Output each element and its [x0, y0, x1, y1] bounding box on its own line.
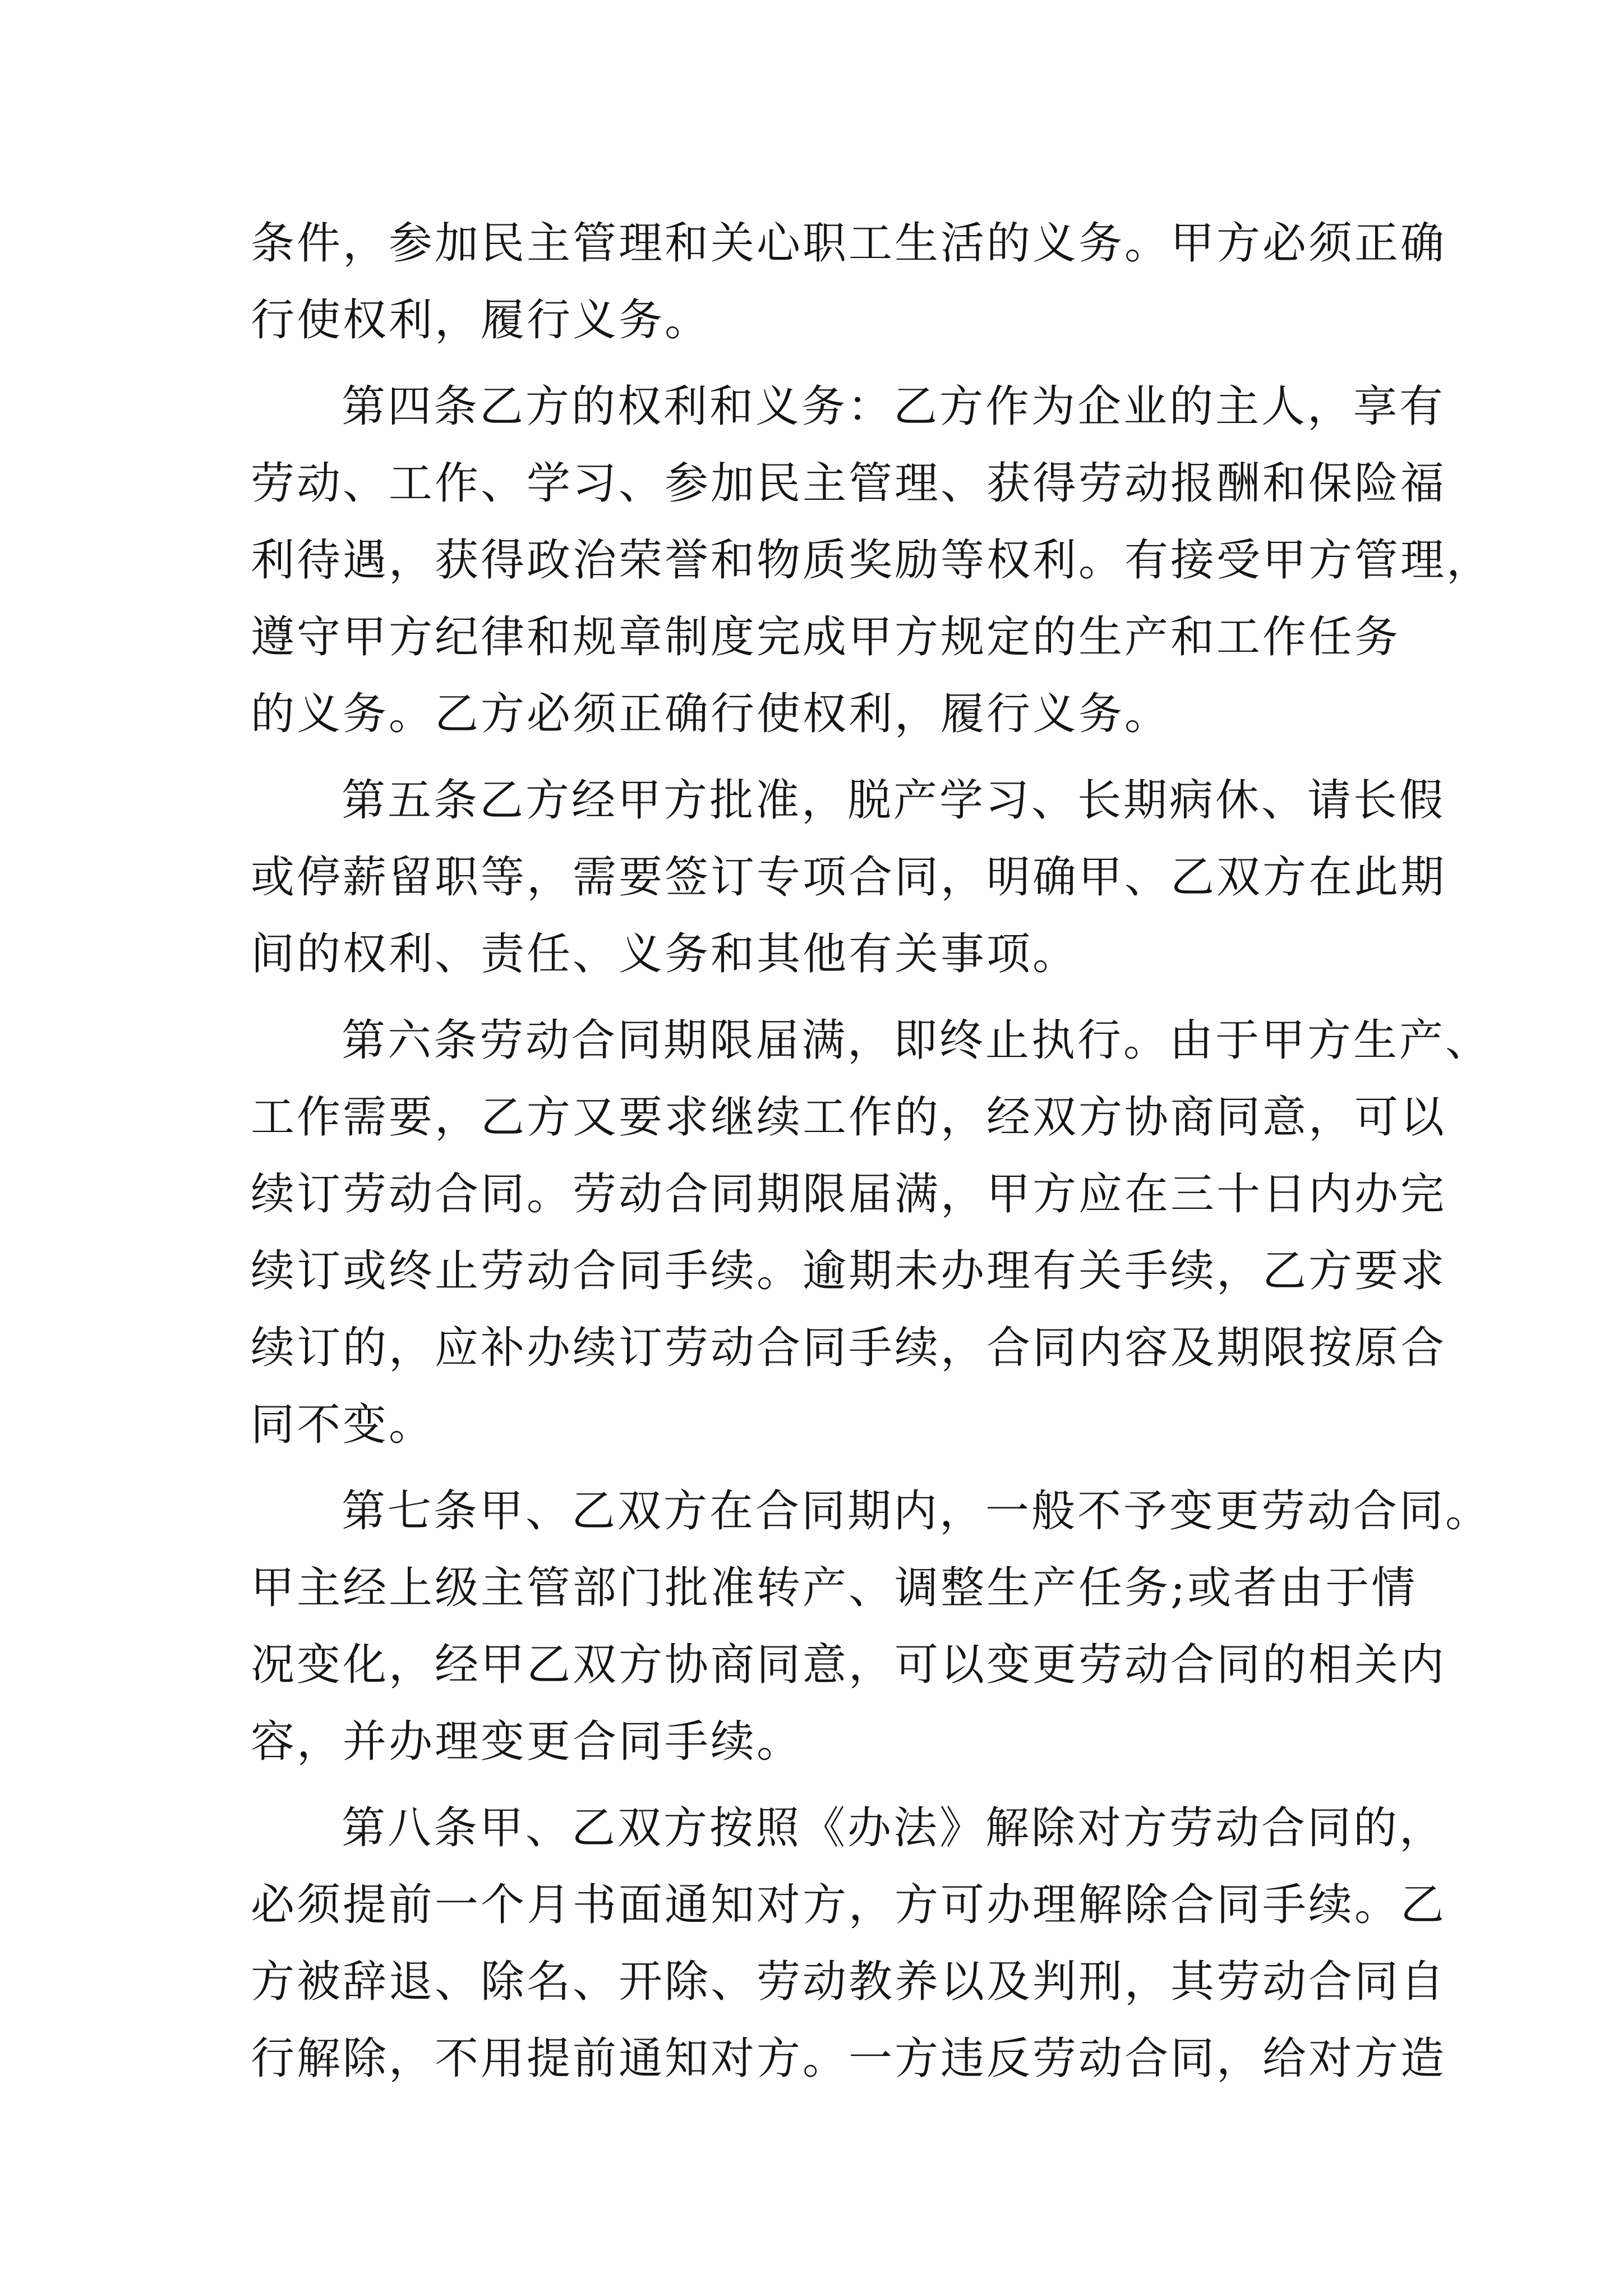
text-line: 条件，参加民主管理和关心职工生活的义务。甲方必须正确: [251, 218, 1447, 269]
text-line: 第四条乙方的权利和义务：乙方作为企业的主人，享有: [342, 381, 1446, 432]
text-line: 第八条甲、乙双方按照《办法》解除对方劳动合同的，: [342, 1803, 1446, 1853]
text-line: 第五条乙方经甲方批准，脱产学习、长期病休、请长假: [342, 775, 1446, 826]
text-line: 续订劳动合同。劳动合同期限届满，甲方应在三十日内办完: [251, 1169, 1447, 1220]
text-line: 行使权利，履行义务。: [251, 295, 711, 346]
text-line: 间的权利、责任、义务和其他有关事项。: [251, 929, 1079, 979]
paragraph-article-6: [251, 1002, 1492, 1464]
paragraph: [251, 205, 1447, 359]
paragraph-article-4: [251, 369, 1493, 753]
text-line: 或停薪留职等，需要签订专项合同，明确甲、乙双方在此期: [251, 852, 1447, 903]
paragraph-article-7: [251, 1473, 1492, 1780]
text-line: 劳动、工作、学习、参加民主管理、获得劳动报酬和保险福: [251, 458, 1447, 509]
text-line: 容，并办理变更合同手续。: [251, 1717, 803, 1767]
text-line: 第六条劳动合同期限届满，即终止执行。由于甲方生产、: [342, 1015, 1492, 1066]
text-line: 遵守甲方纪律和规章制度完成甲方规定的生产和工作任务: [251, 612, 1401, 662]
paragraph-article-5: [251, 762, 1447, 993]
text-line: 第七条甲、乙双方在合同期内，一般不予变更劳动合同。: [342, 1486, 1492, 1536]
contract-text: [251, 205, 1493, 2097]
text-line: 的义务。乙方必须正确行使权利，履行义务。: [251, 689, 1171, 739]
text-line: 同不变。: [251, 1400, 435, 1450]
text-line: 况变化，经甲乙双方协商同意，可以变更劳动合同的相关内: [251, 1640, 1447, 1690]
text-line: 利待遇，获得政治荣誉和物质奖励等权利。有接受甲方管理，: [251, 535, 1493, 586]
text-line: 行解除，不用提前通知对方。一方违反劳动合同，给对方造: [251, 2033, 1447, 2084]
paragraph-article-8: [251, 1790, 1447, 2097]
text-line: 工作需要，乙方又要求继续工作的，经双方协商同意，可以: [251, 1092, 1447, 1143]
text-line: 方被辞退、除名、开除、劳动教养以及判刑，其劳动合同自: [251, 1957, 1447, 2007]
text-line: 甲主经上级主管部门批准转产、调整生产任务;或者由于情: [251, 1563, 1418, 1613]
text-line: 必须提前一个月书面通知对方，方可办理解除合同手续。乙: [251, 1880, 1447, 1930]
text-line: 续订或终止劳动合同手续。逾期未办理有关手续，乙方要求: [251, 1246, 1447, 1296]
text-line: 续订的，应补办续订劳动合同手续，合同内容及期限按原合: [251, 1323, 1447, 1373]
